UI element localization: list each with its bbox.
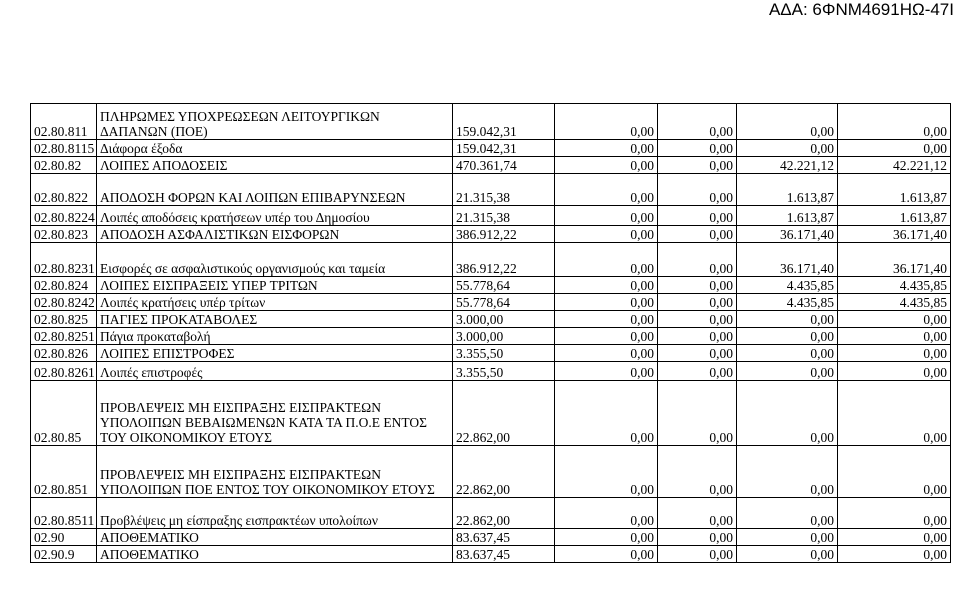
- amount-col-2: 0,00: [555, 294, 658, 311]
- amount-col-2: 0,00: [555, 381, 658, 446]
- amount-col-4: 36.171,40: [737, 226, 838, 243]
- amount-col-1: 22.862,00: [453, 498, 555, 529]
- amount-col-5: 4.435,85: [838, 277, 951, 294]
- amount-col-3: 0,00: [658, 206, 737, 226]
- amount-col-3: 0,00: [658, 294, 737, 311]
- amount-col-3: 0,00: [658, 529, 737, 546]
- amount-col-5: 36.171,40: [838, 226, 951, 243]
- account-description: ΛΟΙΠΕΣ ΕΠΙΣΤΡΟΦΕΣ: [97, 345, 453, 362]
- amount-col-3: 0,00: [658, 243, 737, 277]
- account-description: ΑΠΟΘΕΜΑΤΙΚΟ: [97, 546, 453, 563]
- table-row: [31, 529, 951, 546]
- account-description: ΛΟΙΠΕΣ ΕΙΣΠΡΑΞΕΙΣ ΥΠΕΡ ΤΡΙΤΩΝ: [97, 277, 453, 294]
- account-description: ΠΛΗΡΩΜΕΣ ΥΠΟΧΡΕΩΣΕΩΝ ΛΕΙΤΟΥΡΓΙΚΩΝ ΔΑΠΑΝΩΝ (ΠΟΕ): [97, 104, 453, 140]
- account-description: Διάφορα έξοδα: [97, 140, 453, 157]
- amount-col-5: 0,00: [838, 546, 951, 563]
- amount-col-4: 0,00: [737, 362, 838, 381]
- amount-col-5: 0,00: [838, 381, 951, 446]
- account-code: 02.80.825: [31, 311, 97, 328]
- amount-col-1: 386.912,22: [453, 226, 555, 243]
- amount-col-2: 0,00: [555, 529, 658, 546]
- amount-col-5: 1.613,87: [838, 206, 951, 226]
- amount-col-2: 0,00: [555, 498, 658, 529]
- amount-col-5: 0,00: [838, 529, 951, 546]
- table-row: [31, 311, 951, 328]
- amount-col-5: 0,00: [838, 446, 951, 498]
- amount-col-1: 21.315,38: [453, 206, 555, 226]
- amount-col-3: 0,00: [658, 104, 737, 140]
- table-row: [31, 226, 951, 243]
- table-row: [31, 206, 951, 226]
- amount-col-2: 0,00: [555, 104, 658, 140]
- amount-col-2: 0,00: [555, 446, 658, 498]
- amount-col-2: 0,00: [555, 226, 658, 243]
- amount-col-3: 0,00: [658, 546, 737, 563]
- amount-col-1: 22.862,00: [453, 446, 555, 498]
- amount-col-4: 0,00: [737, 498, 838, 529]
- account-code: 02.80.8242: [31, 294, 97, 311]
- account-description: ΠΡΟΒΛΕΨΕΙΣ ΜΗ ΕΙΣΠΡΑΞΗΣ ΕΙΣΠΡΑΚΤΕΩΝ ΥΠΟΛΟΙΠΩΝ ΒΕΒΑΙΩΜΕΝΩΝ ΚΑΤΑ ΤΑ Π.Ο.Ε ΕΝΤΟΣ ΤΟΥ ΟΙΚΟΝΟΜΙΚΟΥ ΕΤΟΥΣ: [97, 381, 453, 446]
- amount-col-1: 55.778,64: [453, 294, 555, 311]
- amount-col-2: 0,00: [555, 311, 658, 328]
- amount-col-4: 0,00: [737, 446, 838, 498]
- amount-col-5: 0,00: [838, 498, 951, 529]
- amount-col-1: 3.000,00: [453, 311, 555, 328]
- amount-col-1: 386.912,22: [453, 243, 555, 277]
- table-row: [31, 345, 951, 362]
- account-code: 02.80.8261: [31, 362, 97, 381]
- amount-col-4: 1.613,87: [737, 206, 838, 226]
- account-description: ΑΠΟΔΟΣΗ ΑΣΦΑΛΙΣΤΙΚΩΝ ΕΙΣΦΟΡΩΝ: [97, 226, 453, 243]
- amount-col-5: 4.435,85: [838, 294, 951, 311]
- amount-col-3: 0,00: [658, 345, 737, 362]
- account-code: 02.80.826: [31, 345, 97, 362]
- account-code: 02.80.8511: [31, 498, 97, 529]
- amount-col-2: 0,00: [555, 328, 658, 345]
- amount-col-2: 0,00: [555, 362, 658, 381]
- amount-col-4: 1.613,87: [737, 174, 838, 206]
- amount-col-3: 0,00: [658, 226, 737, 243]
- table-row: [31, 381, 951, 446]
- account-description: ΠΑΓΙΕΣ ΠΡΟΚΑΤΑΒΟΛΕΣ: [97, 311, 453, 328]
- account-description: Λοιπές κρατήσεις υπέρ τρίτων: [97, 294, 453, 311]
- amount-col-3: 0,00: [658, 174, 737, 206]
- account-description: Πάγια προκαταβολή: [97, 328, 453, 345]
- amount-col-2: 0,00: [555, 243, 658, 277]
- amount-col-1: 159.042,31: [453, 140, 555, 157]
- table-row: [31, 294, 951, 311]
- account-code: 02.80.8231: [31, 243, 97, 277]
- amount-col-4: 0,00: [737, 546, 838, 563]
- amount-col-3: 0,00: [658, 362, 737, 381]
- account-description: ΠΡΟΒΛΕΨΕΙΣ ΜΗ ΕΙΣΠΡΑΞΗΣ ΕΙΣΠΡΑΚΤΕΩΝ ΥΠΟΛΟΙΠΩΝ ΠΟΕ ΕΝΤΟΣ ΤΟΥ ΟΙΚΟΝΟΜΙΚΟΥ ΕΤΟΥΣ: [97, 446, 453, 498]
- amount-col-4: 0,00: [737, 381, 838, 446]
- amount-col-5: 0,00: [838, 104, 951, 140]
- account-description: Εισφορές σε ασφαλιστικούς οργανισμούς και ταμεία: [97, 243, 453, 277]
- account-code: 02.80.8251: [31, 328, 97, 345]
- table-row: [31, 362, 951, 381]
- account-description: Λοιπές αποδόσεις κρατήσεων υπέρ του Δημοσίου: [97, 206, 453, 226]
- amount-col-4: 36.171,40: [737, 243, 838, 277]
- amount-col-2: 0,00: [555, 277, 658, 294]
- amount-col-5: 0,00: [838, 311, 951, 328]
- account-code: 02.80.8115: [31, 140, 97, 157]
- table-row: [31, 243, 951, 277]
- account-code: 02.90.9: [31, 546, 97, 563]
- account-code: 02.80.85: [31, 381, 97, 446]
- table-row: [31, 174, 951, 206]
- amount-col-4: 42.221,12: [737, 157, 838, 174]
- account-description: Λοιπές επιστροφές: [97, 362, 453, 381]
- amount-col-2: 0,00: [555, 174, 658, 206]
- table-row: [31, 498, 951, 529]
- account-description: ΑΠΟΘΕΜΑΤΙΚΟ: [97, 529, 453, 546]
- table-row: [31, 546, 951, 563]
- amount-col-4: 0,00: [737, 529, 838, 546]
- amount-col-3: 0,00: [658, 328, 737, 345]
- table-row: [31, 446, 951, 498]
- amount-col-4: 0,00: [737, 345, 838, 362]
- table-row: [31, 277, 951, 294]
- amount-col-3: 0,00: [658, 277, 737, 294]
- amount-col-3: 0,00: [658, 498, 737, 529]
- account-code: 02.80.811: [31, 104, 97, 140]
- amount-col-3: 0,00: [658, 311, 737, 328]
- table-row: [31, 140, 951, 157]
- account-code: 02.80.824: [31, 277, 97, 294]
- amount-col-5: 1.613,87: [838, 174, 951, 206]
- amount-col-2: 0,00: [555, 345, 658, 362]
- account-code: 02.80.851: [31, 446, 97, 498]
- amount-col-5: 0,00: [838, 328, 951, 345]
- ada-code: ΑΔΑ: 6ΦΝΜ4691ΗΩ-47Ι: [768, 0, 954, 19]
- budget-table: [30, 103, 951, 563]
- amount-col-4: 4.435,85: [737, 277, 838, 294]
- table-row: [31, 157, 951, 174]
- amount-col-5: 42.221,12: [838, 157, 951, 174]
- amount-col-4: 0,00: [737, 311, 838, 328]
- amount-col-1: 22.862,00: [453, 381, 555, 446]
- amount-col-3: 0,00: [658, 157, 737, 174]
- account-description: Προβλέψεις μη είσπραξης εισπρακτέων υπολοίπων: [97, 498, 453, 529]
- amount-col-5: 0,00: [838, 140, 951, 157]
- amount-col-5: 36.171,40: [838, 243, 951, 277]
- amount-col-1: 470.361,74: [453, 157, 555, 174]
- account-code: 02.80.822: [31, 174, 97, 206]
- amount-col-1: 55.778,64: [453, 277, 555, 294]
- amount-col-1: 159.042,31: [453, 104, 555, 140]
- amount-col-4: 0,00: [737, 104, 838, 140]
- account-code: 02.80.823: [31, 226, 97, 243]
- account-description: ΛΟΙΠΕΣ ΑΠΟΔΟΣΕΙΣ: [97, 157, 453, 174]
- amount-col-3: 0,00: [658, 446, 737, 498]
- amount-col-1: 3.000,00: [453, 328, 555, 345]
- account-code: 02.80.8224: [31, 206, 97, 226]
- amount-col-1: 83.637,45: [453, 529, 555, 546]
- table-row: [31, 104, 951, 140]
- amount-col-2: 0,00: [555, 546, 658, 563]
- amount-col-2: 0,00: [555, 206, 658, 226]
- amount-col-4: 0,00: [737, 328, 838, 345]
- amount-col-1: 83.637,45: [453, 546, 555, 563]
- table-row: [31, 328, 951, 345]
- amount-col-2: 0,00: [555, 157, 658, 174]
- amount-col-4: 4.435,85: [737, 294, 838, 311]
- amount-col-1: 21.315,38: [453, 174, 555, 206]
- amount-col-3: 0,00: [658, 140, 737, 157]
- amount-col-1: 3.355,50: [453, 345, 555, 362]
- amount-col-4: 0,00: [737, 140, 838, 157]
- account-description: ΑΠΟΔΟΣΗ ΦΟΡΩΝ ΚΑΙ ΛΟΙΠΩΝ ΕΠΙΒΑΡΥΝΣΕΩΝ: [97, 174, 453, 206]
- amount-col-5: 0,00: [838, 345, 951, 362]
- amount-col-2: 0,00: [555, 140, 658, 157]
- amount-col-5: 0,00: [838, 362, 951, 381]
- amount-col-1: 3.355,50: [453, 362, 555, 381]
- account-code: 02.80.82: [31, 157, 97, 174]
- account-code: 02.90: [31, 529, 97, 546]
- amount-col-3: 0,00: [658, 381, 737, 446]
